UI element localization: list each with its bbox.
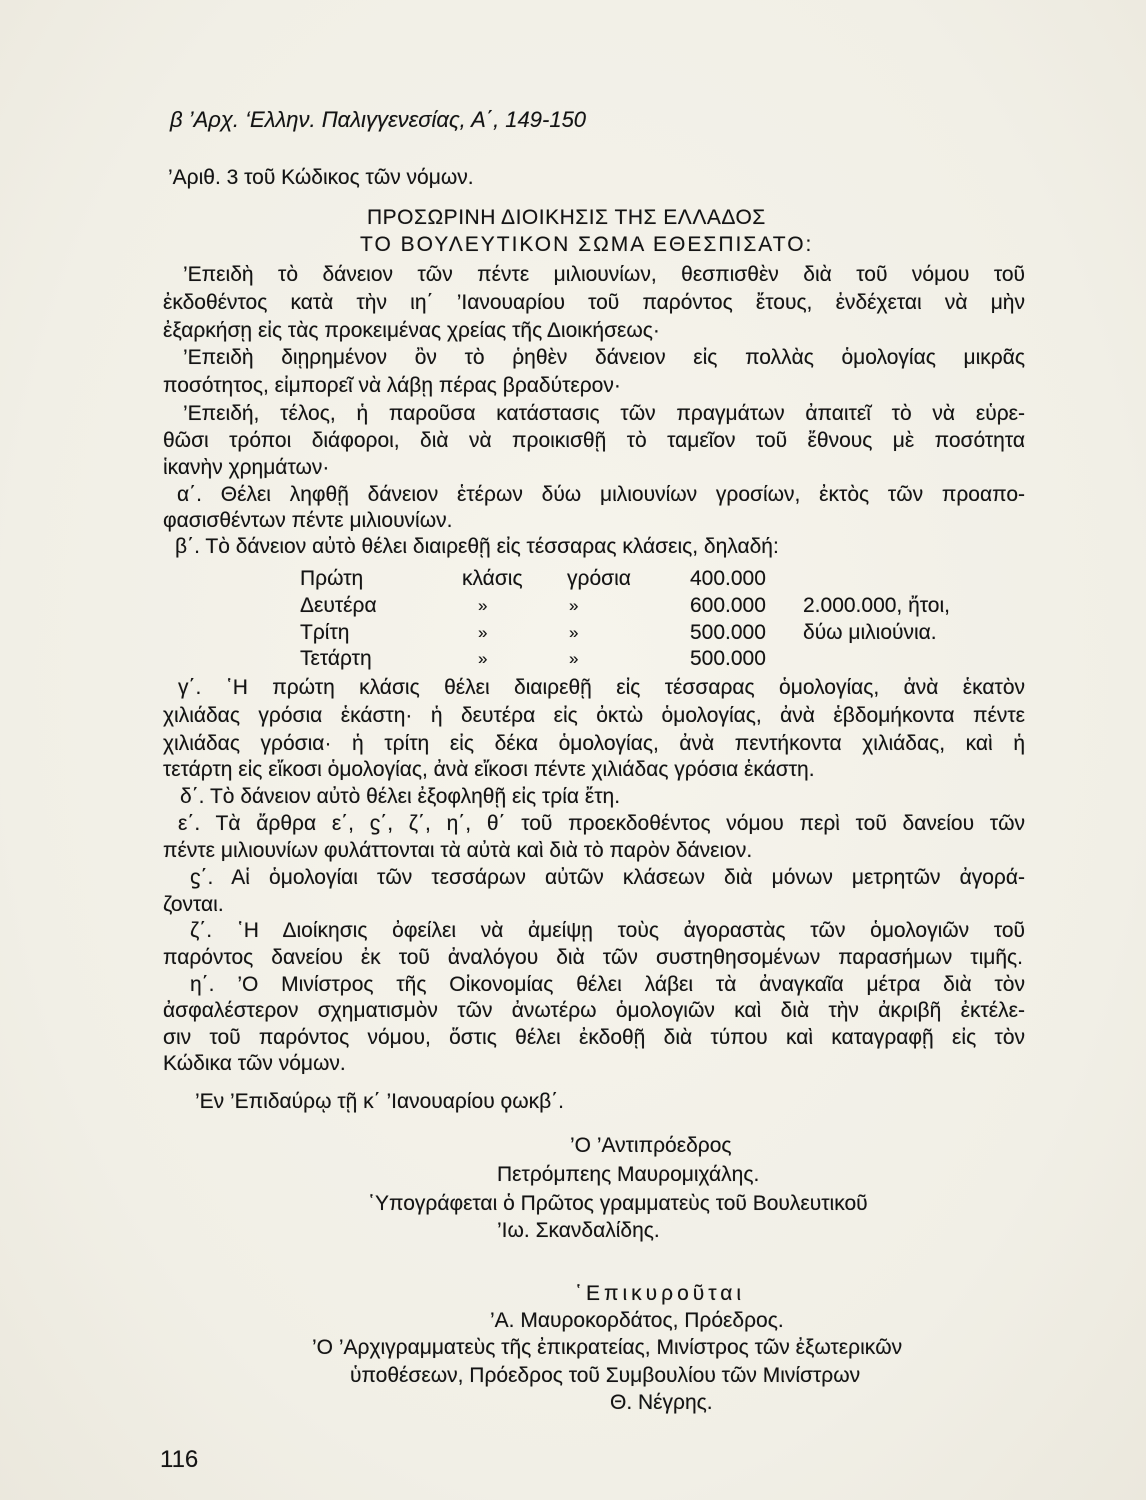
ditto-mark: » [569,649,579,668]
article-d-line: δ΄. Τὸ δάνειον αὐτὸ θέλει ἐξοφληθῇ εἰς τρία ἔτη. [180,785,621,808]
loan-class-row [0,621,1146,645]
loan-class-amount: 500.000 [690,647,766,670]
heading-line-1: ΠΡΟΣΩΡΙΝΗ ΔΙΟΙΚΗΣΙΣ ΤΗΣ ΕΛΛΑΔΟΣ [367,206,766,229]
page-number: 116 [160,1446,199,1473]
loan-class-currency: γρόσια [567,567,631,590]
ditto-mark: » [478,596,488,615]
article-a-line: α΄. Θέλει ληφθῇ δάνειον ἑτέρων δύω μιλιουνίων γροσίων, ἐκτὸς τῶν προαπο- [177,483,1025,506]
article-c-line: χιλιάδας γρόσια· ἡ τρίτη εἰς δέκα ὁμολογίας, ἀνὰ πεντήκοντα χιλιάδας, καὶ ἡ [163,732,1025,755]
article-e-line: πέντε μιλιουνίων φυλάττονται τὰ αὐτὰ καὶ διὰ τὸ παρὸν δάνειον. [163,839,753,862]
article-b-line: β΄. Τὸ δάνειον αὐτὸ θέλει διαιρεθῇ εἰς τέσσαρας κλάσεις, δηλαδή: [175,535,779,558]
article-a-line: φασισθέντων πέντε μιλιουνίων. [163,509,453,532]
article-c-line: χιλιάδας γρόσια ἑκάστη· ἡ δευτέρα εἰς ὀκτὼ ὁμολογίας, ἀνὰ ἑβδομήκοντα πέντε [163,704,1025,727]
loan-class-amount: 600.000 [690,594,766,617]
loan-total-note: 2.000.000, ἤτοι, [803,594,950,617]
article-h-line: Κώδικα τῶν νόμων. [163,1052,346,1075]
loan-class-name: Τρίτη [300,621,350,644]
ditto-mark: » [478,649,488,668]
president-line: ’Α. Μαυροκορδάτος, Πρόεδρος. [490,1309,784,1332]
article-h-line: η΄. ’Ο Μινίστρος τῆς Οἰκονομίας θέλει λάβει τὰ ἀναγκαῖα μέτρα διὰ τὸν [190,973,1025,996]
heading-line-2: ΤΟ ΒΟΥΛΕΥΤΙΚΟΝ ΣΩΜΑ ΕΘΕΣΠΙΣΑΤΟ: [360,233,814,256]
preamble-line: ’Επειδή, τέλος, ἡ παροῦσα κατάστασις τῶν πραγμάτων ἀπαιτεῖ τὸ νὰ εὑρε- [183,402,1025,425]
ditto-mark: » [478,623,488,642]
ditto-mark: » [569,596,579,615]
chief-secretary-line: ’Ο ’Αρχιγραμματεὺς τῆς ἐπικρατείας, Μινίστρος τῶν ἐξωτερικῶν [312,1336,903,1359]
preamble-line: ποσότητος, εἰμπορεῖ νὰ λάβῃ πέρας βραδύτερον· [163,374,621,397]
preamble-line: ’Επειδὴ τὸ δάνειον τῶν πέντε μιλιουνίων, θεσπισθὲν διὰ τοῦ νόμου τοῦ [183,263,1025,286]
loan-class-row [0,567,1146,591]
article-h-line: σιν τοῦ παρόντος νόμου, ὅστις θέλει ἐκδοθῇ διὰ τύπου καὶ καταγραφῇ εἰς τὸν [163,1026,1025,1049]
article-f-line: ϛ΄. Αἱ ὁμολογίαι τῶν τεσσάρων αὐτῶν κλάσεων διὰ μόνων μετρητῶν ἀγορά- [190,866,1025,889]
vice-president-title: ’Ο ’Αντιπρόεδρος [570,1134,732,1157]
chief-secretary-name: Θ. Νέγρης. [610,1391,713,1414]
loan-class-amount: 400.000 [690,567,766,590]
preamble-line: ἱκανὴν χρημάτων· [163,456,330,479]
loan-class-unit: κλάσις [462,567,523,590]
article-h-line: ἀσφαλέστερον σχηματισμὸν τῶν ἀνωτέρω ὁμολογιῶν καὶ διὰ τὴν ἀκριβῆ ἐκτέλε- [163,999,1025,1022]
preamble-line: ’Επειδὴ διῃρημένον ὂν τὸ ῥηθὲν δάνειον εἰς πολλὰς ὁμολογίας μικρᾶς [183,346,1025,369]
loan-class-name: Δευτέρα [300,594,377,617]
preamble-line: θῶσι τρόποι διάφοροι, διὰ νὰ προικισθῇ τὸ ταμεῖον τοῦ ἔθνους μὲ ποσότητα [163,429,1025,452]
article-c-line: τετάρτη εἰς εἴκοσι ὁμολογίας, ἀνὰ εἴκοσι πέντε χιλιάδας γρόσια ἑκάστη. [163,758,815,781]
loan-class-row [0,594,1146,618]
countersign-line: ῾Υπογράφεται ὁ Πρῶτος γραμματεὺς τοῦ Βουλευτικοῦ [368,1192,868,1215]
loan-total-note: δύω μιλιούνια. [803,621,937,644]
vice-president-name: Πετρόμπεης Μαυρομιχάλης. [497,1163,760,1186]
law-number: ’Αριθ. 3 τοῦ Κώδικος τῶν νόμων. [168,166,474,189]
loan-class-row [0,647,1146,671]
header-citation: β ’Αρχ. ‘Ελλην. Παλιγγενεσίας, Α΄, 149-150 [170,107,587,132]
loan-class-amount: 500.000 [690,621,766,644]
loan-class-name: Πρώτη [300,567,364,590]
chief-secretary-line: ὑποθέσεων, Πρόεδρος τοῦ Συμβουλίου τῶν Μινίστρων [350,1364,861,1387]
preamble-line: ἐκδοθέντος κατὰ τὴν ιη΄ ’Ιανουαρίου τοῦ παρόντος ἔτους, ἐνδέχεται νὰ μὴν [163,291,1025,314]
date-line: ’Εν ’Επιδαύρῳ τῇ κ΄ ’Ιανουαρίου ϙωκβ΄. [195,1090,564,1113]
preamble-line: ἐξαρκήσῃ εἰς τὰς προκειμένας χρείας τῆς Διοικήσεως· [163,319,660,342]
article-g-line: ζ΄. ῾Η Διοίκησις ὀφείλει νὰ ἀμείψῃ τοὺς ἀγοραστὰς τῶν ὁμολογιῶν τοῦ [190,919,1025,942]
article-f-line: ζονται. [163,893,224,916]
secretary-name: ’Ιω. Σκανδαλίδης. [497,1219,660,1242]
ratified-heading: ῾Επικυροῦται [575,1282,746,1305]
article-e-line: ε΄. Τὰ ἄρθρα ε΄, ϛ΄, ζ΄, η΄, θ΄ τοῦ προεκδοθέντος νόμου περὶ τοῦ δανείου τῶν [178,812,1025,835]
article-g-line: παρόντος δανείου ἐκ τοῦ ἀναλόγου διὰ τῶν συστηθησομένων παρασήμων τιμῆς. [163,946,1023,969]
ditto-mark: » [569,623,579,642]
loan-class-name: Τετάρτη [300,647,372,670]
article-c-line: γ΄. ῾Η πρώτη κλάσις θέλει διαιρεθῇ εἰς τέσσαρας ὁμολογίας, ἀνὰ ἑκατὸν [178,676,1025,699]
